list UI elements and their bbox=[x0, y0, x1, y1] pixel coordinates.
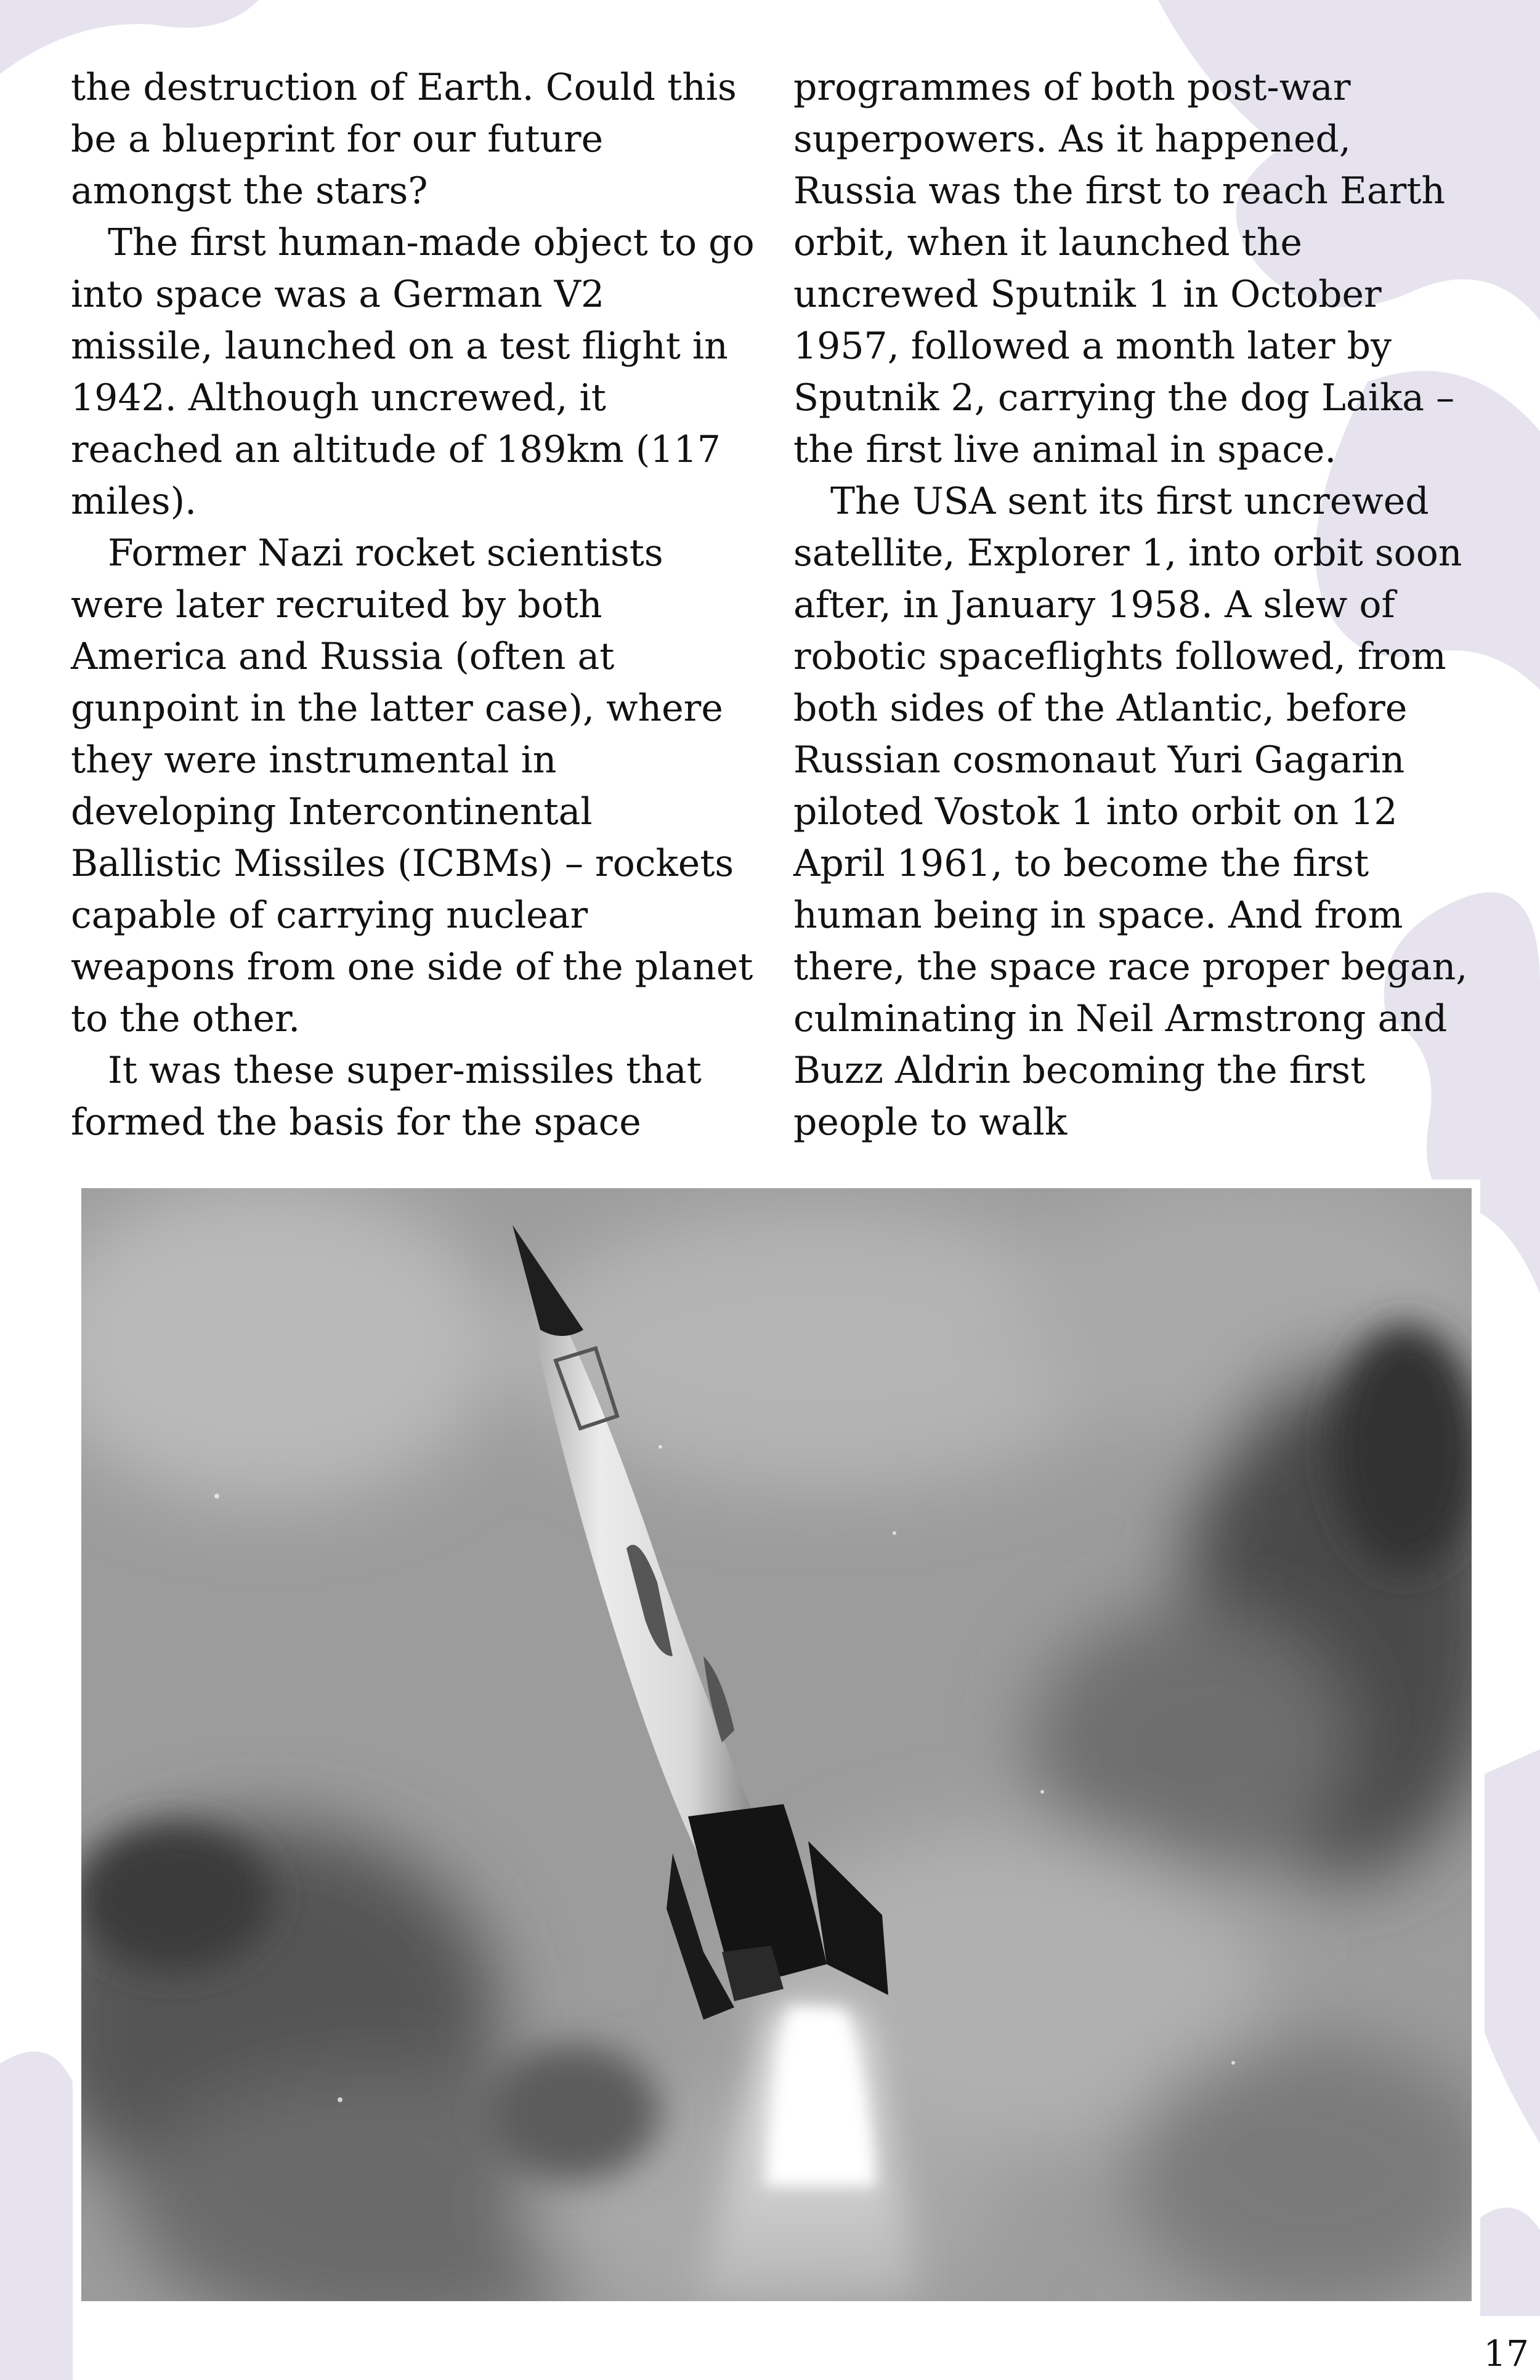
paragraph: programmes of both post-war superpowers. As it happened, Russia was the first to reach Earth orbit, when it launched the uncrewed Sputnik 1 in October 1957, followed a month later by Sputnik 2, carrying the dog Laika – the first live animal in space. bbox=[793, 66, 1455, 471]
v2-rocket-photo bbox=[81, 1188, 1472, 2301]
paragraph: The USA sent its first uncrewed satellite, Explorer 1, into orbit soon after, in January 1958. A slew of robotic spaceflights followed, from both sides of the Atlantic, before Russian cosmonaut Yuri Gagarin piloted Vostok 1 into orbit on 12 April 1961, to become the first human being in space. And from there, the space race proper began, culminating in Neil Armstrong and Buzz Aldrin becoming the first people to walk bbox=[793, 480, 1468, 1144]
paragraph: Former Nazi rocket scientists were later recruited by both America and Russia (often at gunpoint in the latter case), where they were instrumental in developing Intercontinental Ballistic Missiles (ICBMs) – rockets capable of carrying nuclear weapons from one side of the planet to the other. bbox=[71, 532, 753, 1040]
photo-frame bbox=[73, 1180, 1480, 2310]
paragraph: It was these super-missiles that formed the basis for the space bbox=[71, 1049, 702, 1144]
paragraph: the destruction of Earth. Could this be a blueprint for our future amongst the stars? bbox=[71, 66, 737, 212]
article-column-right bbox=[793, 62, 1477, 1148]
paragraph: The first human-made object to go into space was a German V2 missile, launched on a test flight in 1942. Although uncrewed, it reached an altitude of 189km (117 miles). bbox=[71, 221, 755, 523]
page-number: 17 bbox=[1483, 2333, 1529, 2374]
article-column-left bbox=[71, 62, 755, 1148]
